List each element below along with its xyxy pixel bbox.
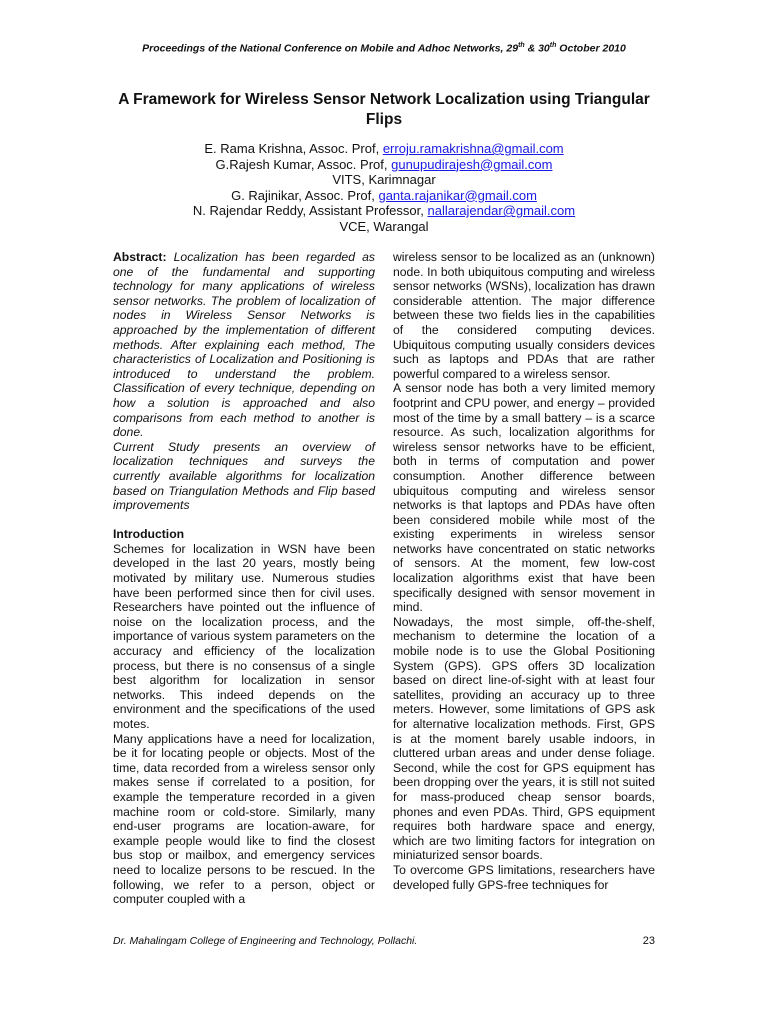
page-number: 23 bbox=[642, 935, 655, 947]
paper-title: A Framework for Wireless Sensor Network Localization using Triangular Flips bbox=[118, 91, 650, 128]
affiliation-line: VCE, Warangal bbox=[339, 218, 429, 234]
body-paragraph: Nowadays, the most simple, off-the-shelf, mechanism to determine the location of a mobile node is to use the Global Positioning System (GPS). GPS offers 3D localization based on direct line-of-sight with at least four satellites, providing an accuracy up to three meters. However, some limitations of GPS ask for alternative localization methods. First, GPS is at the moment barely usable indoors, in cluttered urban areas and under dense foliage. Second, while the cost for GPS equipment has been dropping over the years, it is still not suited for mass-produced cheap sensor boards, phones and even PDAs. Third, GPS equipment requires both hardware space and energy, which are two limiting factors for integration on miniaturized sensor boards. bbox=[393, 614, 655, 863]
author-email-link[interactable]: erroju.ramakrishna@gmail.com bbox=[382, 141, 564, 156]
body-paragraph: wireless sensor to be localized as an (unknown) node. In both ubiquitous computing and wireless sensor networks (WSNs), localization has drawn considerable attention. The major difference between these two fields lies in the capabilities of the considered computing devices. Ubiquitous computing usually considers devices such as laptops and PDAs that are rather powerful compared to a wireless sensor. bbox=[393, 250, 655, 381]
author-block bbox=[0, 141, 768, 234]
body-paragraph: Many applications have a need for localization, be it for locating people or objects. Most of the time, data recorded from a wireless sensor only makes sense if correlated to a position, for example the temperature recorded in a given machine room or cold-store. Similarly, many end-user programs are location-aware, for example people would like to find the closest bus stop or mailbox, and emergency services need to localize persons to be rescued. In the following, we refer to a person, object or computer coupled with a bbox=[113, 731, 375, 907]
author-email-link[interactable]: ganta.rajanikar@gmail.com bbox=[378, 187, 537, 203]
author-line: N. Rajendar Reddy, Assistant Professor, nallarajendar@gmail.com bbox=[192, 203, 576, 218]
abstract-label: Abstract: bbox=[113, 250, 167, 264]
proceedings-header bbox=[0, 42, 768, 55]
author-line: G.Rajesh Kumar, Assoc. Prof, gunupudirajesh@gmail.com bbox=[215, 156, 553, 172]
footer-institution: Dr. Mahalingam College of Engineering and Technology, Pollachi. bbox=[113, 935, 418, 947]
header-superscript: th bbox=[518, 42, 525, 49]
header-text: & 30 bbox=[524, 42, 550, 55]
header-text: October 2010 bbox=[556, 42, 626, 55]
author-email-link[interactable]: nallarajendar@gmail.com bbox=[427, 203, 576, 218]
body-paragraph: To overcome GPS limitations, researchers have developed fully GPS-free techniques for bbox=[393, 862, 655, 892]
section-heading-introduction: Introduction bbox=[113, 527, 185, 542]
abstract-paragraph: Current Study presents an overview of localization techniques and surveys the currently available algorithms for localization based on Triangulation Methods and Flip based improvements bbox=[113, 439, 375, 513]
header-superscript: th bbox=[549, 42, 557, 49]
left-column bbox=[113, 250, 375, 907]
body-paragraph: A sensor node has both a very limited memory footprint and CPU power, and energy – provided most of the time by a small battery – is a scarce resource. As such, localization algorithms for wireless sensor networks have to be efficient, both in terms of computation and power consumption. Another difference between ubiquitous computing and wireless sensor networks is that laptops and PDAs have often been considered mobile while most of the existing experiments in wireless sensor networks have concentrated on static networks of sensors. At the moment, few low-cost localization algorithms exist that have been specifically designed with sensor movement in mind. bbox=[393, 381, 655, 615]
right-column bbox=[393, 250, 655, 892]
abstract-paragraph: Abstract: Localization has been regarded as one of the fundamental and supporting technology for many applications of wireless sensor networks. The problem of localization of nodes in Wireless Sensor Networks is approached by the implementation of different methods. After explaining each method, The characteristics of Localization and Positioning is introduced to understand the problem. Classification of every technique, depending on how a solution is approached and also comparisons from each method to another is done. bbox=[113, 250, 375, 440]
author-line: G. Rajinikar, Assoc. Prof, ganta.rajanikar@gmail.com bbox=[231, 187, 537, 203]
body-paragraph: Schemes for localization in WSN have been developed in the last 20 years, mostly being motivated by military use. Numerous studies have been performed since then for civil uses. Researchers have pointed out the influence of noise on the localization process, and the importance of various system parameters on the accuracy and efficiency of the localization process, but there is no consensus of a single best algorithm for localization in sensor networks. This indeed depends on the environment and the specifications of the used motes. bbox=[113, 541, 375, 731]
affiliation-line: VITS, Karimnagar bbox=[332, 172, 436, 187]
author-line: E. Rama Krishna, Assoc. Prof, erroju.ramakrishna@gmail.com bbox=[204, 141, 564, 156]
author-email-link[interactable]: gunupudirajesh@gmail.com bbox=[391, 156, 553, 172]
header-text: Proceedings of the National Conference on Mobile and Adhoc Networks, 29 bbox=[142, 42, 519, 55]
